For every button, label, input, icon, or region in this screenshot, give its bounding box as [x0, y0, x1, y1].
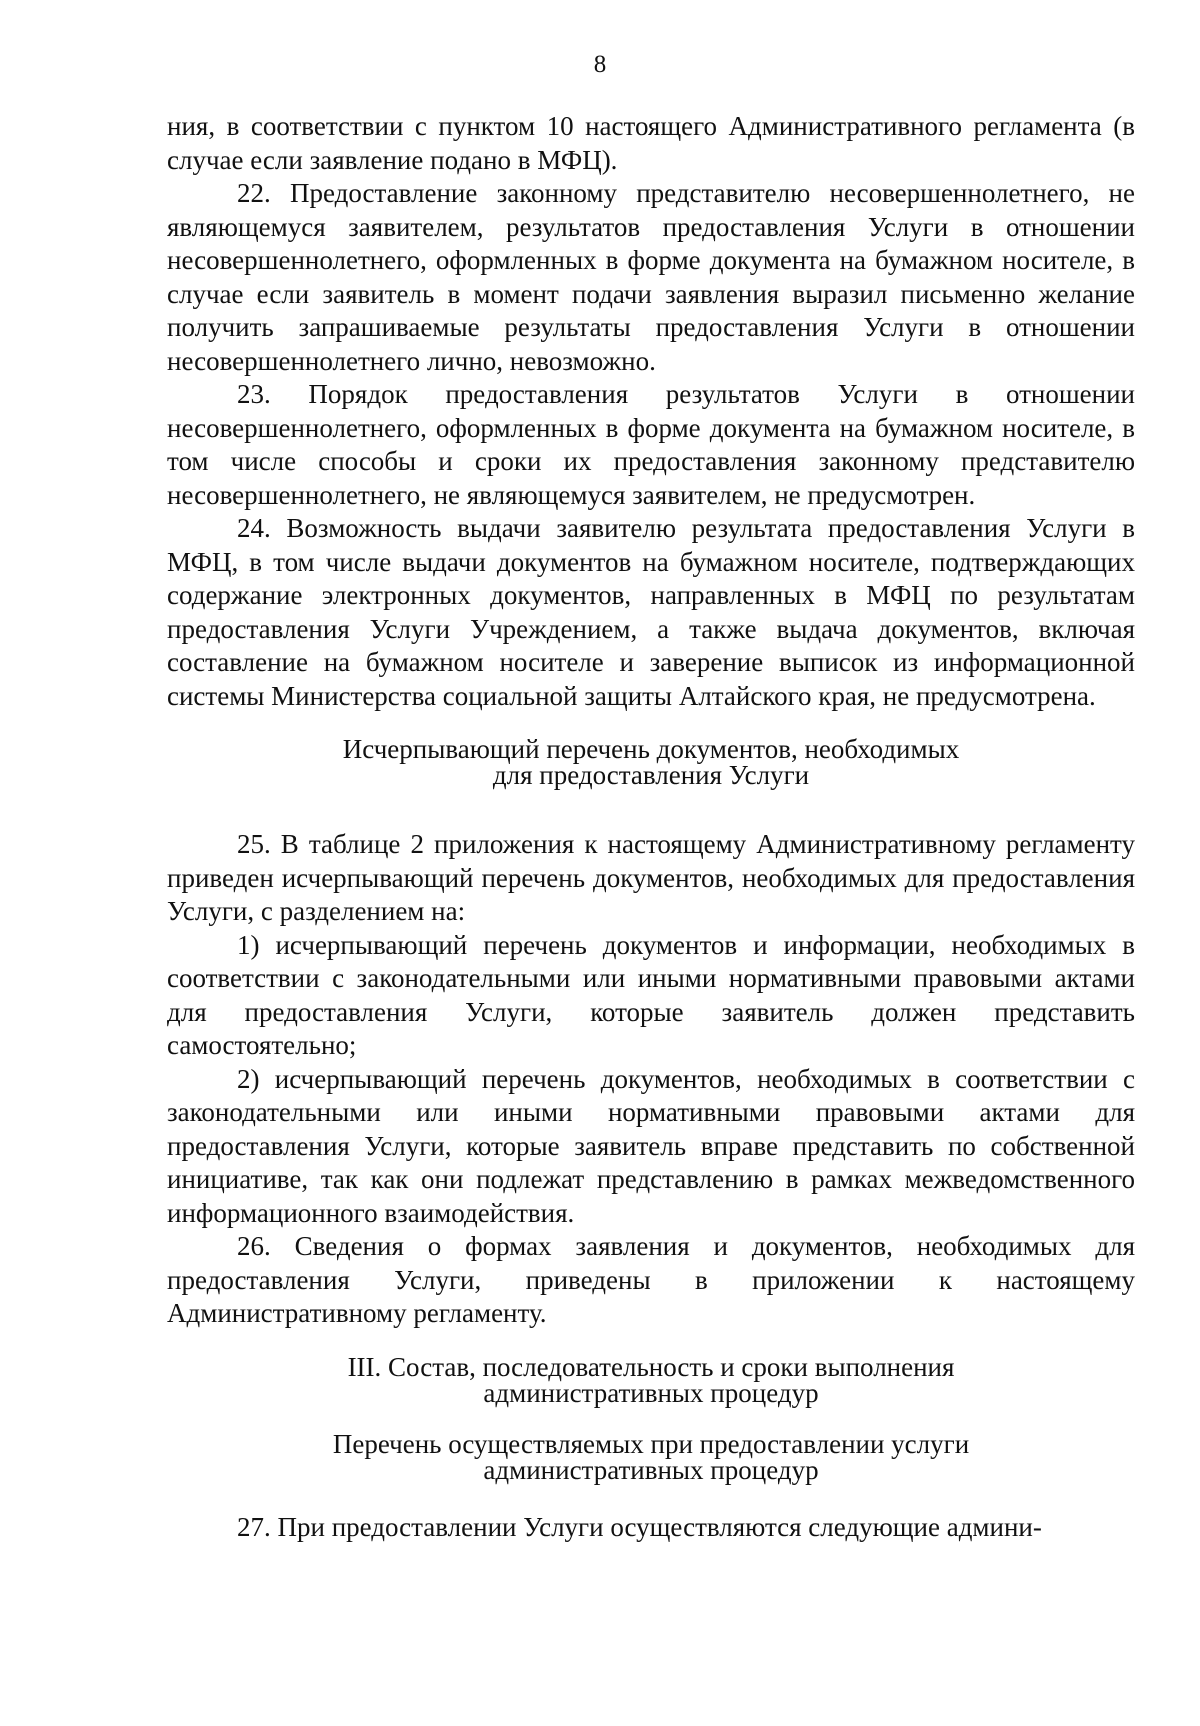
paragraph-22: 22. Предоставление законному представителю несовершеннолетнего, не являющемуся заявителем, результатов предоставления Услуги в отношении несовершеннолетнего, оформленных в форме документа на бумажном носителе, в случае если заявитель в момент подачи заявления выразил письменно желание получить запрашиваемые результаты предоставления Услуги в отношении несовершеннолетнего лично, невозможно. [167, 178, 1135, 376]
paragraph-27: 27. При предоставлении Услуги осуществляются следующие админи- [237, 1511, 1042, 1542]
heading-documents-line-2: для предоставления Услуги [492, 760, 810, 790]
paragraph-26: 26. Сведения о формах заявления и документов, необходимых для предоставления Услуги, приведены в приложении к настоящему Административному регламенту. [167, 1231, 1135, 1328]
heading-documents-list [167, 736, 1135, 788]
heading-procedures-line-1: Перечень осуществляемых при предоставлении услуги [332, 1428, 970, 1459]
paragraph-25: 25. В таблице 2 приложения к настоящему Административному регламенту приведен исчерпывающий перечень документов, необходимых для предоставления Услуги, с разделением на: [167, 829, 1135, 926]
heading-procedures-list [167, 1428, 1135, 1485]
paragraph-continuation: ния, в соответствии с пунктом 10 настоящего Административного регламента (в случае если заявление подано в МФЦ). [167, 111, 1135, 175]
paragraph-25-item-2: 2) исчерпывающий перечень документов, необходимых в соответствии с законодательными или иными нормативными правовыми актами для предоставления Услуги, которые заявитель вправе представить по собственной инициативе, так как они подлежат представлению в рамках межведомственного информационного взаимодействия. [167, 1063, 1135, 1228]
heading-procedures-line-2: административных процедур [483, 1454, 819, 1485]
paragraph-24: 24. Возможность выдачи заявителю результата предоставления Услуги в МФЦ, в том числе выдачи документов на бумажном носителе, подтверждающих содержание электронных документов, направленных в МФЦ по результатам предоставления Услуги Учреждением, а также выдача документов, включая составление на бумажном носителе и заверение выписок из информационной системы Министерства социальной защиты Алтайского края, не предусмотрена. [167, 513, 1135, 711]
heading-documents-line-1: Исчерпывающий перечень документов, необходимых [342, 734, 960, 764]
heading-section-3 [167, 1351, 1135, 1408]
heading-section-3-line-1: III. Состав, последовательность и сроки выполнения [347, 1351, 955, 1382]
document-body [167, 110, 1135, 1544]
page-number: 8 [593, 51, 607, 78]
paragraph-25-item-1: 1) исчерпывающий перечень документов и информации, необходимых в соответствии с законодательными или иными нормативными правовыми актами для предоставления Услуги, которые заявитель должен представить самостоятельно; [167, 929, 1135, 1060]
paragraph-23: 23. Порядок предоставления результатов Услуги в отношении несовершеннолетнего, оформленных в форме документа на бумажном носителе, в том числе способы и сроки их предоставления законному представителю несовершеннолетнего, не являющемуся заявителем, не предусмотрен. [167, 379, 1135, 510]
heading-section-3-line-2: административных процедур [483, 1377, 819, 1408]
